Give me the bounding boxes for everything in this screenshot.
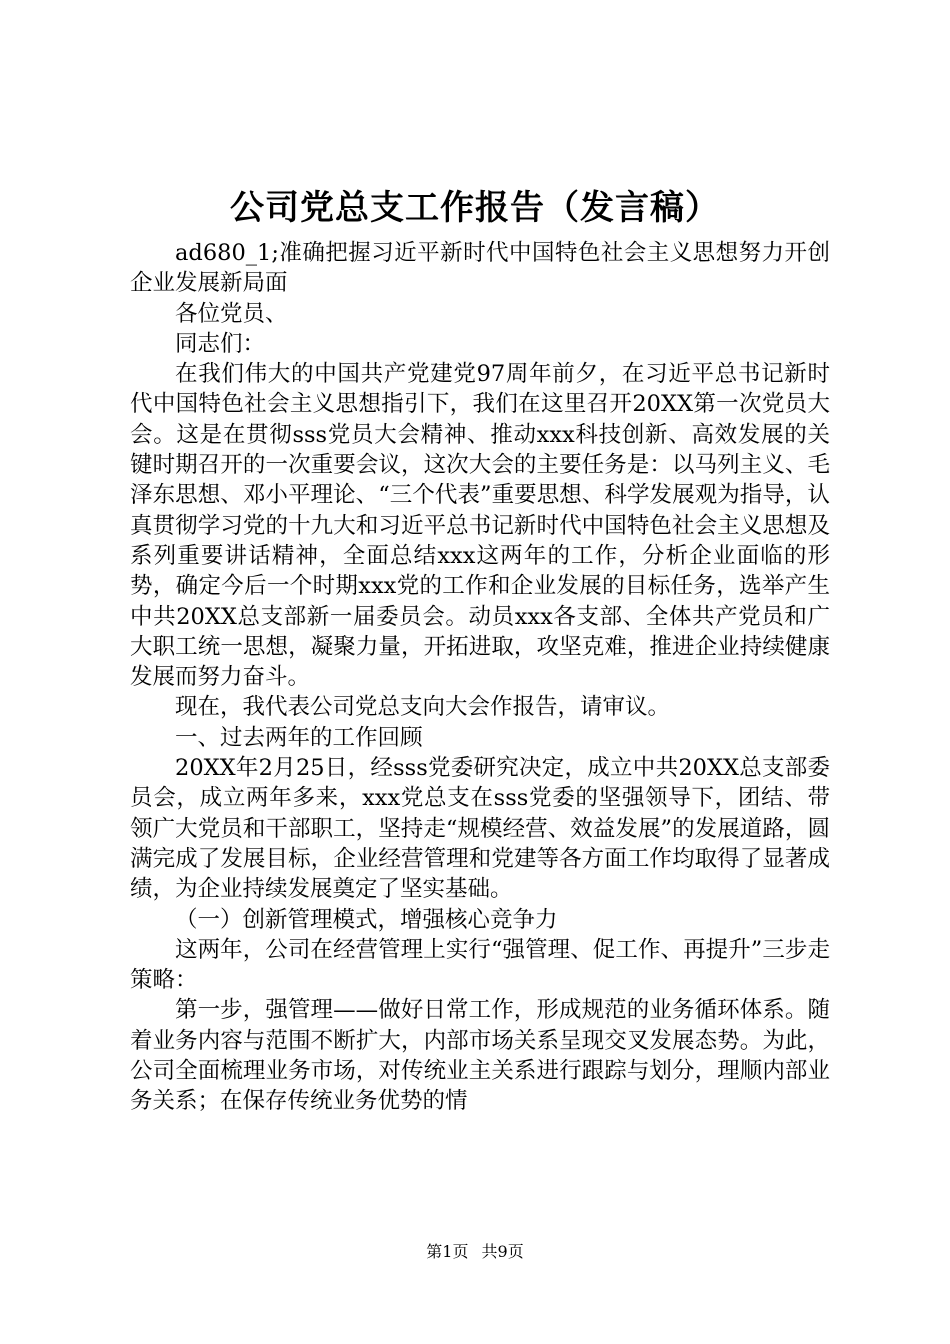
document-title: 公司党总支工作报告（发言稿）	[230, 188, 720, 228]
document-body	[130, 238, 830, 1117]
section-heading: 一、过去两年的工作回顾	[175, 724, 423, 751]
body-paragraph: 第一步，强管理——做好日常工作，形成规范的业务循环体系。随着业务内容与范围不断扩大，内部市场关系呈现交叉发展态势。为此，公司全面梳理业务市场，对传统业主关系进行跟踪与划分，理顺内部业务关系；在保存传统业务优势的情	[130, 997, 830, 1115]
page-total: 共9页	[481, 1242, 524, 1261]
page-number: 第1页	[426, 1242, 469, 1261]
subsection-heading: （一）创新管理模式，增强核心竞争力	[175, 906, 558, 933]
body-paragraph: 这两年，公司在经营管理上实行“强管理、促工作、再提升”三步走策略：	[130, 936, 830, 994]
body-paragraph: ad680_1;准确把握习近平新时代中国特色社会主义思想努力开创企业发展新局面	[130, 240, 830, 297]
body-paragraph: 现在，我代表公司党总支向大会作报告，请审议。	[175, 694, 671, 721]
body-paragraph: 在我们伟大的中国共产党建党97周年前夕，在习近平总书记新时代中国特色社会主义思想指引下，我们在这里召开20XX第一次党员大会。这是在贯彻sss党员大会精神、推动xxx科技创新、高效发展的关键时期召开的一次重要会议，这次大会的主要任务是：以马列主义、毛泽东思想、邓小平理论、“三个代表”重要思想、科学发展观为指导，认真贯彻学习党的十九大和习近平总书记新时代中国特色社会主义思想及系列重要讲话精神，全面总结xxx这两年的工作，分析企业面临的形势，确定今后一个时期xxx党的工作和企业发展的目标任务，选举产生中共20XX总支部新一届委员会。动员xxx各支部、全体共产党员和广大职工统一思想，凝聚力量，开拓进取，攻坚克难，推进企业持续健康发展而努力奋斗。	[130, 361, 830, 691]
body-paragraph: 同志们：	[175, 330, 266, 357]
body-paragraph: 20XX年2月25日，经sss党委研究决定，成立中共20XX总支部委员会，成立两年多来，xxx党总支在sss党委的坚强领导下，团结、带领广大党员和干部职工，坚持走“规模经营、效益发展”的发展道路，圆满完成了发展目标，企业经营管理和党建等各方面工作均取得了显著成绩，为企业持续发展奠定了坚实基础。	[130, 755, 830, 903]
body-paragraph: 各位党员、	[175, 300, 288, 327]
page-footer	[0, 1241, 950, 1263]
